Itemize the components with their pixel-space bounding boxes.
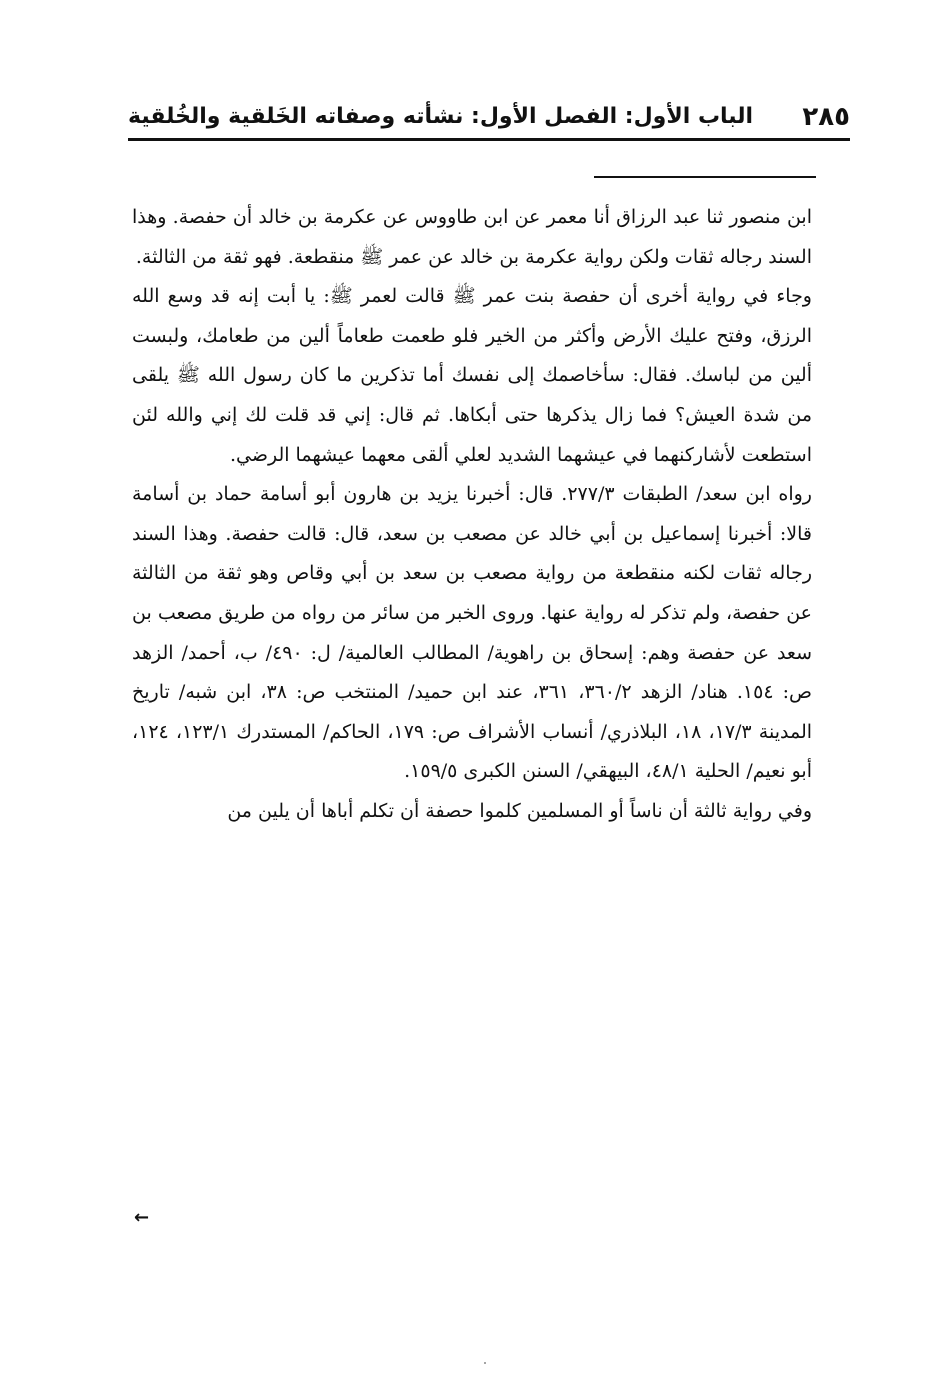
- page-number: ٢٨٥: [802, 102, 850, 132]
- paragraph-1: ابن منصور ثنا عبد الرزاق أنا معمر عن ابن طاووس عن عكرمة بن خالد أن حفصة. وهذا السند رجاله ثقات ولكن رواية عكرمة بن خالد عن عمر ﷺ منقطعة. فهو ثقة من الثالثة.: [132, 206, 812, 268]
- page-header: [128, 100, 850, 134]
- paragraph-2: وجاء في رواية أخرى أن حفصة بنت عمر ﷺ قالت لعمر ﷺ: يا أبت إنه قد وسع الله الرزق، وفتح عليك الأرض وأكثر من الخير فلو طعمت طعاماً ألين من طعامك، ولبست ألين من لباسك. فقال: سأخاصمك إلى نفسك أما تذكرين ما كان رسول الله ﷺ يلقى من شدة العيش؟ فما زال يذكرها حتى أبكاها. ثم قال: إني قد قلت لك إني والله لئن استطعت لأشاركنهما في عيشهما الشديد لعلي ألقى معهما عيشهما الرضي.: [132, 285, 812, 466]
- paragraph-3: رواه ابن سعد/ الطبقات ٢٧٧/٣. قال: أخبرنا يزيد بن هارون أبو أسامة حماد بن أسامة قالا: أخبرنا إسماعيل بن أبي خالد عن مصعب بن سعد، قال: قالت حفصة. وهذا السند رجاله ثقات لكنه منقطعة من رواية مصعب بن سعد بن أبي وقاص وهو ثقة من الثالثة عن حفصة، ولم تذكر له رواية عنها. وروى الخبر من سائر من رواه من طريق مصعب بن سعد عن حفصة وهم: إسحاق بن راهوية/ المطالب العالمية/ ل: ٤٩٠/ ب، أحمد/ الزهد ص: ١٥٤. هناد/ الزهد ٣٦٠/٢، ٣٦١، عند ابن حميد/ المنتخب ص: ٣٨، ابن شبه/ تاريخ المدينة ١٧/٣، ١٨، البلاذري/ أنساب الأشراف ص: ١٧٩، الحاكم/ المستدرك ١٢٣/١، ١٢٤، أبو نعيم/ الحلية ٤٨/١، البيهقي/ السنن الكبرى ١٥٩/٥.: [132, 483, 813, 783]
- scan-speck: [484, 1362, 486, 1364]
- paragraph-4: وفي رواية ثالثة أن ناساً أو المسلمين كلموا حصفة أن تكلم أباها أن يلين من: [227, 799, 812, 822]
- header-rule: [128, 138, 850, 141]
- continuation-arrow-icon: ←: [134, 1207, 150, 1228]
- section-divider: [594, 176, 816, 178]
- body-text: [132, 198, 812, 832]
- running-title: الباب الأول: الفصل الأول: نشأته وصفاته الخَلقية والخُلقية: [128, 104, 754, 129]
